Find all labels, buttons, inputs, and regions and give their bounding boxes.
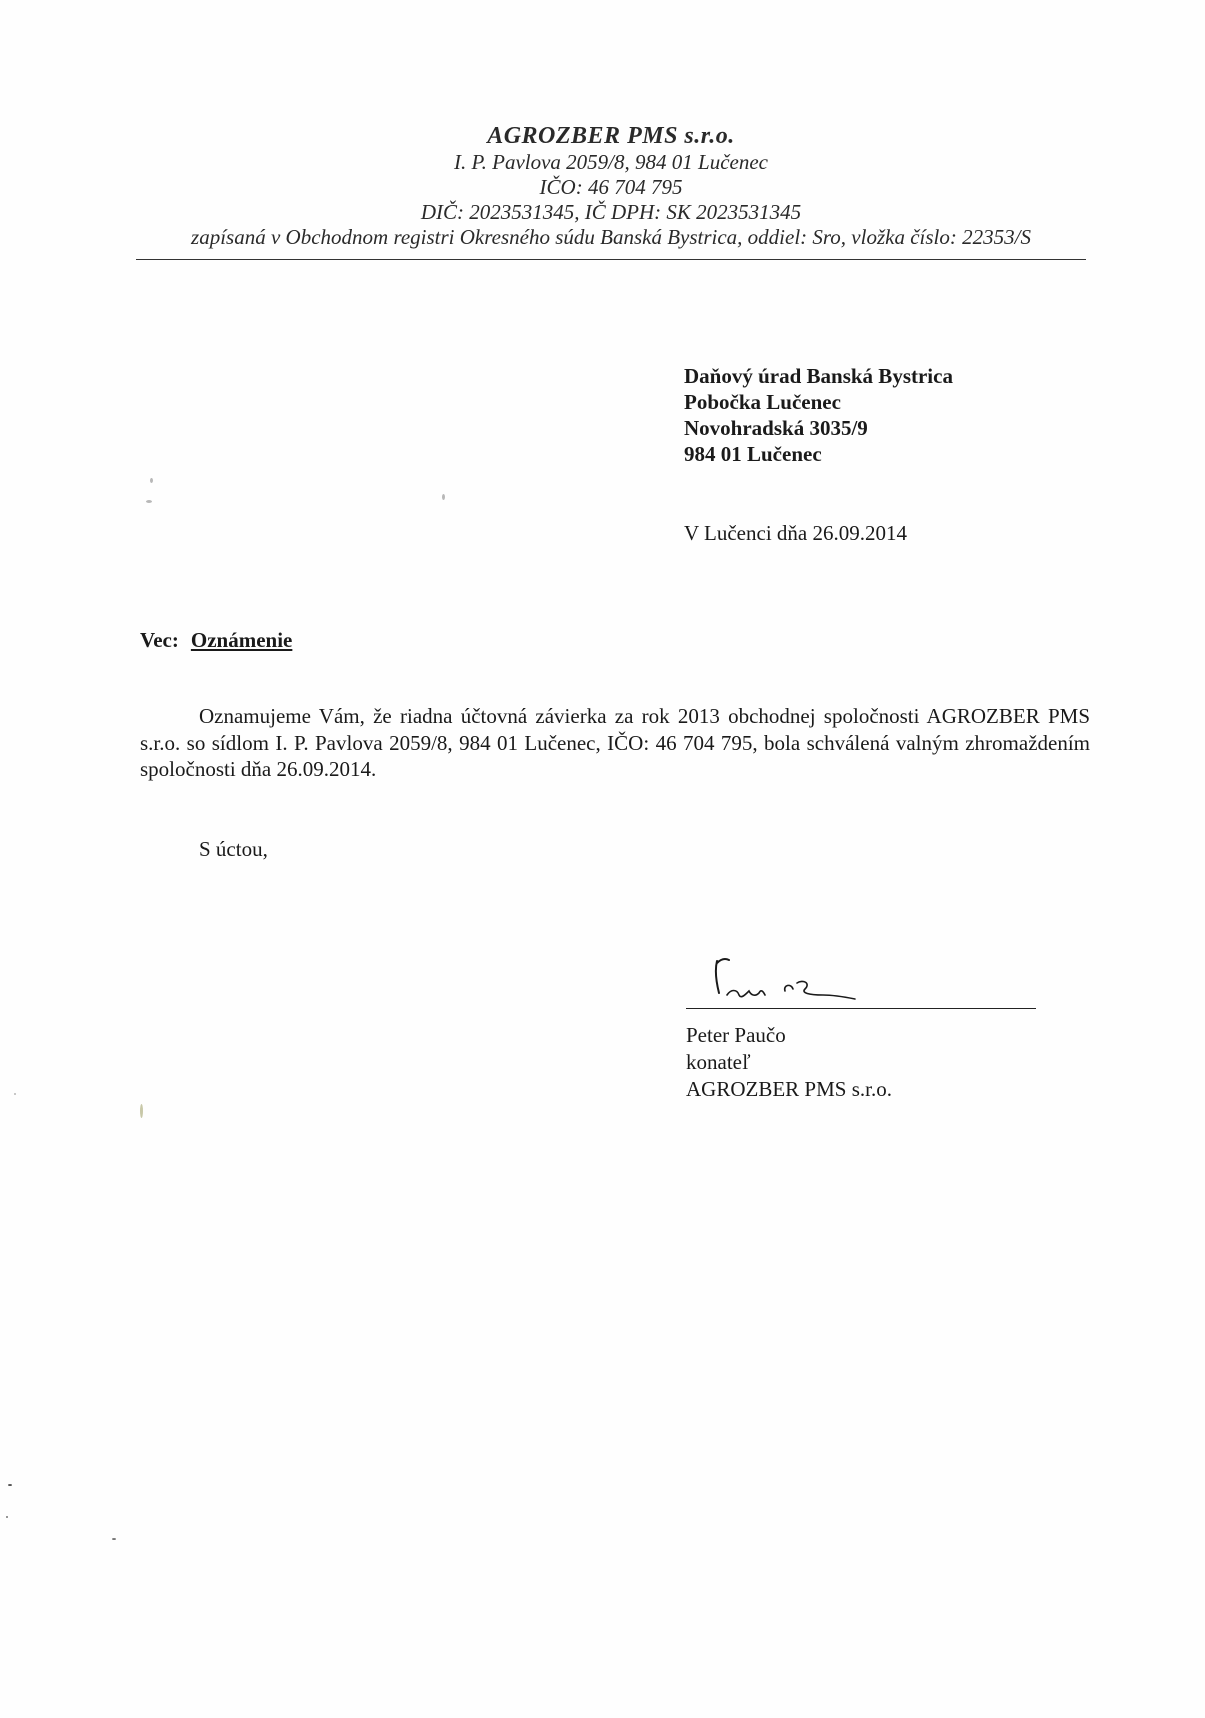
- recipient-line: Daňový úrad Banská Bystrica: [684, 364, 953, 388]
- handwritten-signature: [713, 955, 863, 1005]
- date-line: V Lučenci dňa 26.09.2014: [684, 521, 907, 545]
- scan-speck: [150, 478, 153, 483]
- signatory-company: AGROZBER PMS s.r.o.: [686, 1077, 892, 1101]
- subject-label: Vec:: [140, 628, 179, 652]
- subject-line: [140, 627, 292, 653]
- closing: S úctou,: [199, 837, 268, 861]
- scan-speck: [112, 1538, 116, 1540]
- scan-speck: [6, 1516, 8, 1518]
- body-paragraph: Oznamujeme Vám, že riadna účtovná závierka za rok 2013 obchodnej spoločnosti AGROZBER PMS s.r.o. so sídlom I. P. Pavlova 2059/8, 984 01 Lučenec, IČO: 46 704 795, bola schválená valným zhromaždením spoločnosti dňa 26.09.2014.: [140, 704, 1090, 781]
- company-address: I. P. Pavlova 2059/8, 984 01 Lučenec: [454, 150, 768, 174]
- scan-speck: [146, 500, 152, 503]
- company-name: AGROZBER PMS s.r.o.: [487, 123, 735, 149]
- scan-speck: [442, 494, 445, 500]
- company-dic: DIČ: 2023531345, IČ DPH: SK 2023531345: [420, 200, 802, 224]
- company-registry: zapísaná v Obchodnom registri Okresného súdu Banská Bystrica, oddiel: Sro, vložka číslo: 22353/S: [191, 225, 1031, 249]
- recipient-line: 984 01 Lučenec: [684, 442, 822, 466]
- company-ico: IČO: 46 704 795: [539, 175, 683, 199]
- recipient-line: Novohradská 3035/9: [684, 416, 868, 440]
- letterhead: [136, 122, 1086, 250]
- recipient-line: Pobočka Lučenec: [684, 390, 841, 414]
- subject-value: Oznámenie: [190, 628, 293, 652]
- signatory-role: konateľ: [686, 1050, 751, 1074]
- signatory-name: Peter Paučo: [686, 1023, 786, 1047]
- scan-speck: [8, 1484, 12, 1486]
- scan-speck: [140, 1104, 143, 1118]
- signatory-block: [686, 1022, 892, 1103]
- letterhead-divider: [136, 259, 1086, 260]
- recipient-address: [684, 363, 953, 467]
- scan-speck: [14, 1093, 16, 1095]
- signature-line: [686, 1008, 1036, 1009]
